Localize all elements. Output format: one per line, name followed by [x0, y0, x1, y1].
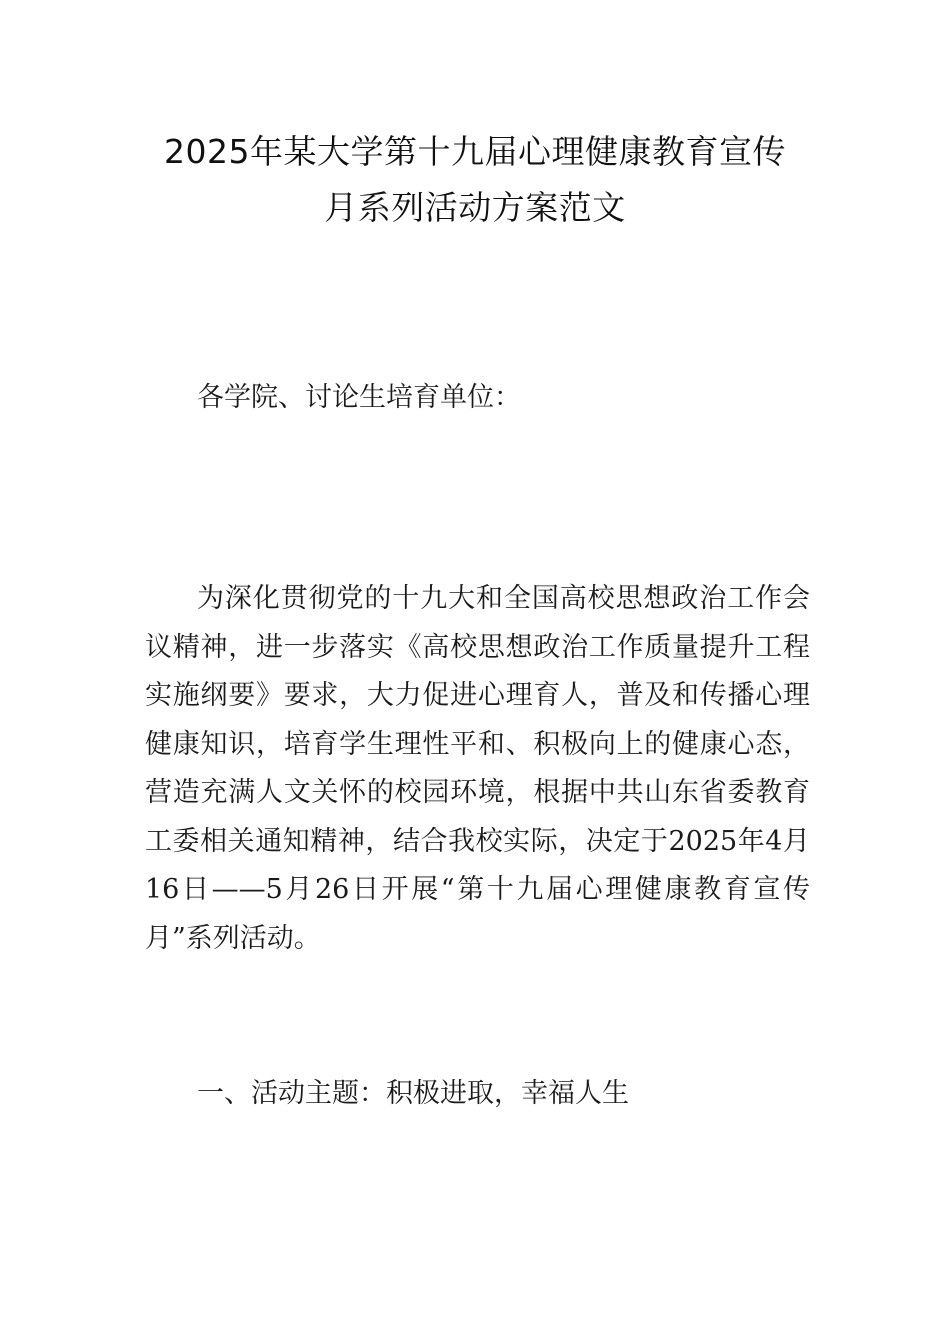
salutation: 各学院、讨论生培育单位：	[197, 382, 521, 413]
document-title-line-1: 2025年某大学第十九届心理健康教育宣传	[164, 132, 786, 171]
document-title-line-2: 月系列活动方案范文	[324, 188, 626, 227]
body-paragraph: 为深化贯彻党的十九大和全国高校思想政治工作会议精神，进一步落实《高校思想政治工作质量提升工程实施纲要》要求，大力促进心理育人，普及和传播心理健康知识，培育学生理性平和、积极向上的健康心态，营造充满人文关怀的校园环境，根据中共山东省委教育工委相关通知精神，结合我校实际，决定于2025年4月16日——5月26日开展“第十九届心理健康教育宣传月”系列活动。	[145, 583, 810, 954]
section-heading: 一、活动主题：积极进取，幸福人生	[197, 1078, 629, 1109]
